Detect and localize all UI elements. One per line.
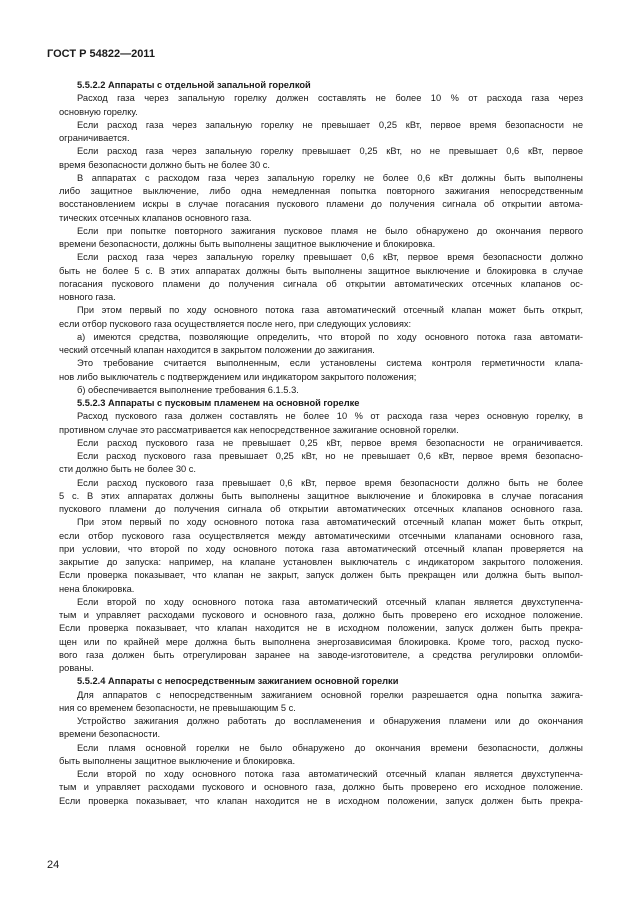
text-line: противном случае это рассматривается как непосредственное зажигание основной горелки. (59, 424, 459, 435)
text-line: Если расход газа через запальную горелку превышает 0,6 кВт, первое время безопасности должно (77, 252, 583, 263)
document-header: ГОСТ Р 54822—2011 (47, 48, 155, 60)
text-line: Это требование считается выполненным, если установлены система контроля герметичности клапа- (77, 358, 583, 369)
text-line: Если расход пускового газа превышает 0,6 кВт, первое время безопасности должно быть не более (77, 477, 583, 488)
text-line: если отбор пускового газа осуществляется между автоматическими отсечными клапанами основного газа, (59, 530, 583, 541)
text-line: ческий отсечный клапан находится в закрытом положении до зажигания. (59, 345, 375, 355)
text-line: Расход пускового газа должен составлять не более 10 % от расхода газа через основную горелку, в (77, 411, 583, 422)
text-line: а) имеются средства, позволяющие определить, что второй по ходу основного потока газа автомати- (77, 331, 583, 342)
text-line: нов либо выключатель с подтверждением или индикатором закрытого положения; (59, 371, 417, 382)
text-line: Если расход газа через запальную горелку превышает 0,25 кВт, но не превышает 0,6 кВт, первое (77, 146, 583, 157)
text-line: основную горелку. (59, 106, 138, 117)
text-line: При этом первый по ходу основного потока газа автоматический отсечный клапан может быть открыт, (77, 517, 583, 528)
text-line: Расход газа через запальную горелку должен составлять не более 10 % от расхода газа через (77, 93, 583, 104)
text-line: Если расход газа через запальную горелку не превышает 0,25 кВт, первое время безопасности не (77, 119, 583, 130)
text-line: если отбор пускового газа осуществляется после него, при следующих условиях: (59, 318, 412, 329)
text-line: При этом первый по ходу основного потока газа автоматический отсечный клапан может быть открыт, (77, 305, 583, 316)
text-line: Если расход пускового газа превышает 0,25 кВт, но не превышает 0,6 кВт, первое время безопасно- (77, 451, 583, 461)
text-line: быть выполнены защитное выключение и блокировка. (59, 755, 296, 766)
text-line: ния со временем безопасности, не превышающим 5 с. (59, 702, 296, 713)
text-line: времени безопасности, должны быть выполнены защитное выключение и блокировка. (59, 239, 436, 249)
section-heading: 5.5.2.3 Аппараты с пусковым пламенем на основной горелке (77, 398, 360, 408)
text-line: Если при попытке повторного зажигания пусковое пламя не было обнаружено до окончания первого (77, 225, 583, 236)
page-number: 24 (47, 859, 60, 871)
section-heading: 5.5.2.2 Аппараты с отдельной запальной горелкой (77, 80, 311, 90)
text-line: щен или по крайней мере должна быть выполнена энергозависимая блокировка. Кроме того, расход пуско- (59, 636, 583, 647)
text-line: рованы. (59, 663, 94, 673)
text-line: либо защитное выключение, либо одна немедленная попытка повторного зажигания непосредственным (59, 186, 583, 196)
text-line: В аппаратах с расходом газа через запальную горелку не более 0,6 кВт должны быть выполнены (77, 172, 583, 183)
document-body (59, 79, 583, 808)
text-line: Если расход пускового газа не превышает 0,25 кВт, первое время безопасности не ограничивается. (77, 437, 583, 448)
text-line: Если проверка показывает, что клапан находится не в исходном положении, запуск должен быть прекра- (59, 623, 583, 634)
text-line: тым и управляет расходами пускового и основного газа, должно быть проверено его исходное положение. (59, 610, 583, 620)
text-line: пускового пламени до получения сигнала об открытии автоматических отсечных клапанов основного газа. (59, 504, 583, 514)
text-line: при условии, что второй по ходу основного потока газа автоматический отсечный клапан проверяется на (59, 543, 583, 554)
text-line: Для аппаратов с непосредственным зажиганием основной горелки разрешается одна попытка зажига- (77, 689, 583, 700)
text-line: новного газа. (59, 292, 116, 302)
text-line: вого газа должен быть отрегулирован заранее на заводе-изготовителе, а средства регулировки опломби- (59, 649, 583, 660)
text-line: Если проверка показывает, что клапан не закрыт, запуск должен быть прекращен или должна быть выпол- (59, 570, 583, 581)
text-line: Если второй по ходу основного потока газа автоматический отсечный клапан является двухступенча- (77, 596, 583, 607)
text-line: Если проверка показывает, что клапан находится не в исходном положении, запуск должен быть прекра- (59, 795, 583, 806)
text-line: Устройство зажигания должно работать до воспламенения и обнаружения пламени или до окончания (77, 716, 583, 726)
text-line: тических отсечных клапанов основного газа. (59, 212, 252, 223)
text-line: погасания пускового пламени до получения сигнала об открытии автоматических отсечных клапанов ос- (59, 278, 583, 289)
text-line: 5 с. В этих аппаратах должны быть выполнены защитное выключение и блокировка в случае погасания (59, 490, 583, 501)
text-line: нена блокировка. (59, 583, 135, 594)
text-line: Если второй по ходу основного потока газа автоматический отсечный клапан является двухступенча- (77, 769, 583, 779)
text-line: сти должно быть не более 30 с. (59, 464, 196, 475)
text-line: быть не более 5 с. В этих аппаратах должны быть выполнены защитное выключение и блокировка в случае (59, 265, 583, 276)
text-line: б) обеспечивается выполнение требования 6.1.5.3. (77, 384, 299, 395)
text-line: закрытие до запуска: например, на клапане установлен выключатель с индикатором закрытого положения. (59, 557, 583, 567)
section-heading: 5.5.2.4 Аппараты с непосредственным зажиганием основной горелки (77, 676, 399, 687)
text-line: время безопасности должно быть не более 30 с. (59, 159, 270, 170)
text-line: ограничивается. (59, 133, 130, 143)
text-line: времени безопасности. (59, 729, 161, 740)
text-line: Если пламя основной горелки не было обнаружено до окончания времени безопасности, должны (77, 742, 583, 753)
text-line: восстановлением искры в случае погасания пускового пламени до получения сигнала об открытии автома- (59, 199, 583, 210)
text-line: тым и управляет расходами пускового и основного газа, должно быть проверено его исходное положение. (59, 782, 583, 793)
